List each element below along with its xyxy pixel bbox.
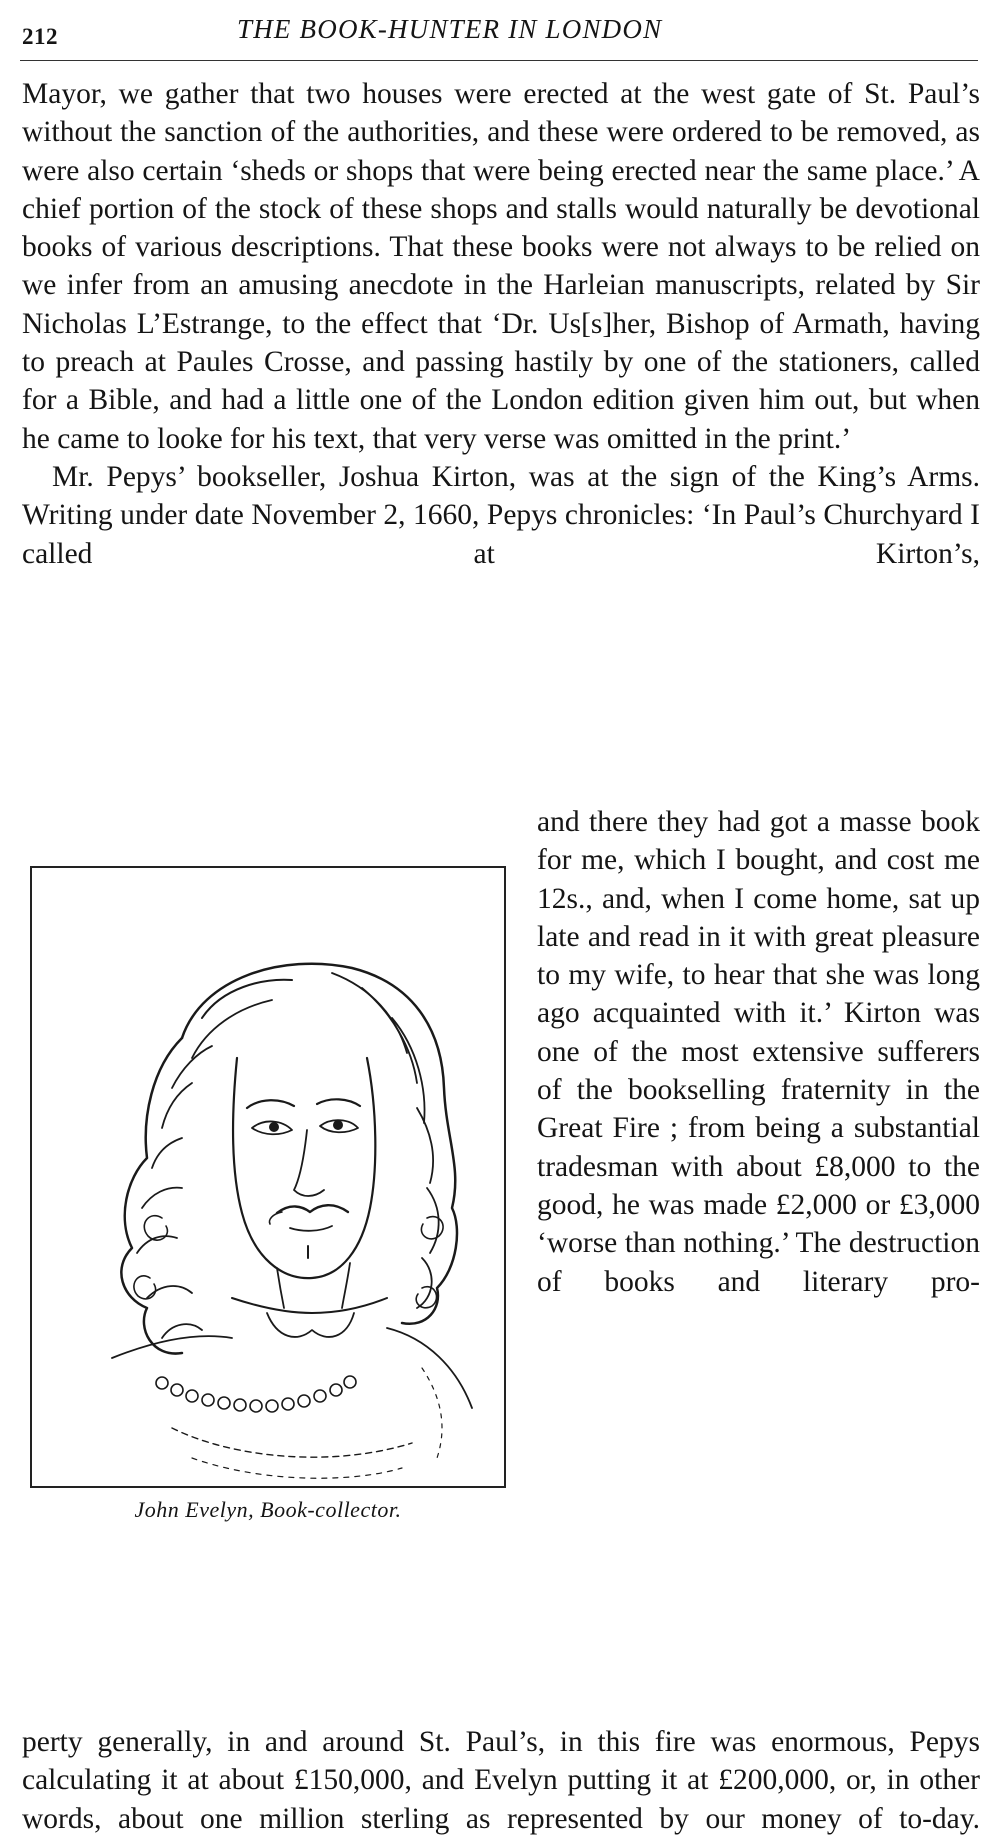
page-header [22, 14, 980, 54]
bottom-text-block [22, 1723, 980, 1838]
paragraph-fire: perty generally, in and around St. Paul’s, in this fire was enormous, Pepys calculating it at about £150,000, and Evelyn putting it at £200,000, or, in other words, about one million sterling as represented by our money of to-day. [22, 1726, 980, 1835]
figure-caption: John Evelyn, Book-collector. [134, 1497, 402, 1522]
portrait-figure [30, 866, 506, 1488]
paragraph-kirton: and there they had got a masse book for me, which I bought, and cost me 12s., and, when I come home, sat up late and read in it with great pleasure to my wife, to hear that she was long ago acquainted with it.’ Kirton was one of the most extensive sufferers of the bookselling fraternity in the Great Fire ; from being a substantial tradesman with about £8,000 to the good, he was made £2,000 or £3,000 ‘worse than nothing.’ The destruction of books and literary pro- [537, 806, 980, 1298]
page-number: 212 [22, 24, 58, 49]
running-title: THE BOOK-HUNTER IN LONDON [237, 14, 663, 44]
paragraph-pepys: Mr. Pepys’ bookseller, Joshua Kirton, was at the sign of the King’s Arms. Writing under date November 2, 1660, Pepys chronicles: ‘In Paul’s Churchyard I called at Kirton’s, [22, 460, 980, 570]
top-text-block [22, 75, 980, 573]
paragraph-stalls: Mayor, we gather that two houses were erected at the west gate of St. Paul’s without the sanction of the authorities, and these were ordered to be removed, as were also certain ‘sheds or shops that were being erected near the same place.’ A chief portion of the stock of these shops and stalls would naturally be devotional books of various descriptions. That these books were not always to be relied on we infer from an amusing anecdote in the Harleian manuscripts, related by Sir Nicholas L’Estrange, to the effect that ‘Dr. Us[s]her, Bishop of Armath, having to preach at Paules Crosse, and passing hastily by one of the stationers, called for a Bible, and had a little one of the London edition given him out, but when he came to looke for his text, that very verse was omitted in the print.’ [22, 78, 980, 455]
portrait-engraving-icon [32, 868, 504, 1486]
side-text-block [537, 803, 980, 1301]
header-rule [20, 60, 978, 61]
